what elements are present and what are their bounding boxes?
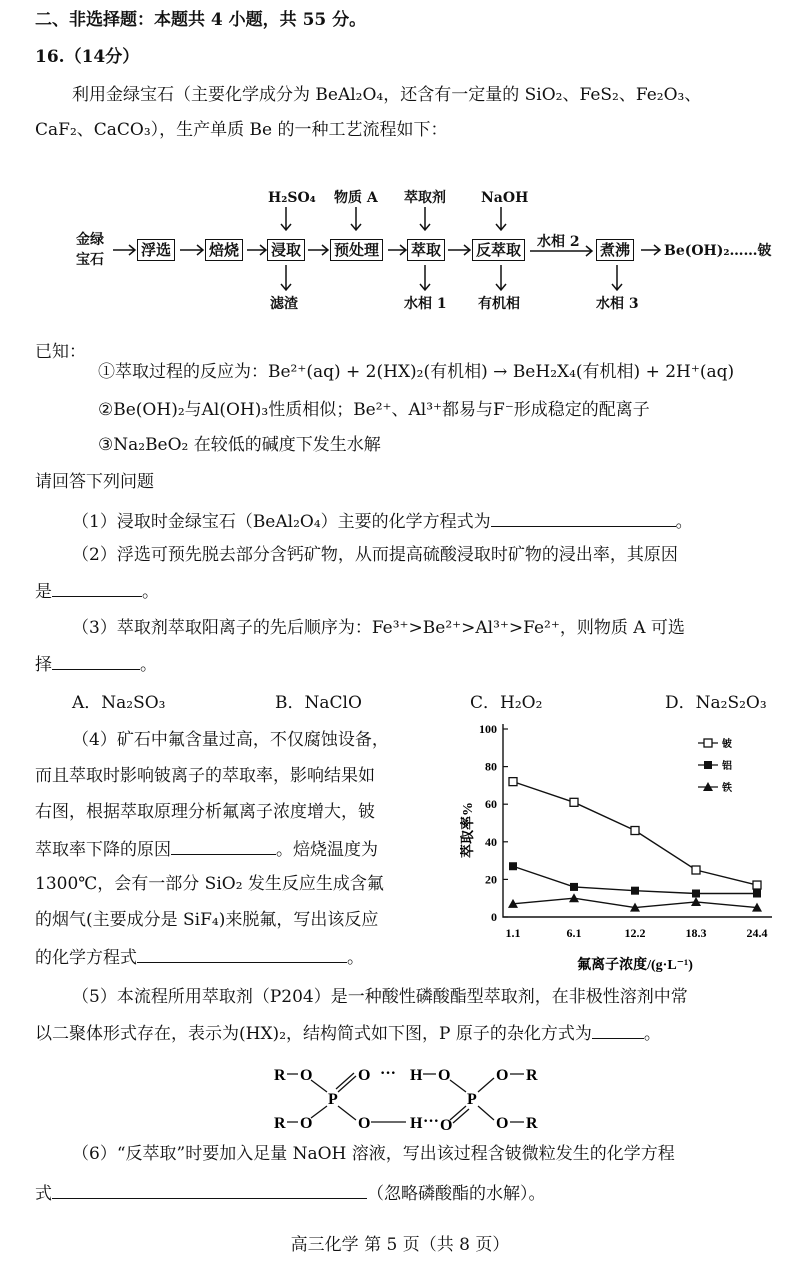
atom-h: H	[410, 1115, 423, 1132]
q5-line-1: （5）本流程所用萃取剂（P204）是一种酸性磷酸酯型萃取剂，在非极性溶剂中常	[72, 987, 688, 1007]
chart-x-label: 氟离子浓度/(g·L⁻¹)	[577, 958, 693, 973]
q1-text: （1）浸取时金绿宝石（BeAl₂O₄）主要的化学方程式为	[72, 512, 491, 532]
q1-end: 。	[675, 512, 693, 532]
hx2-structural-formula	[260, 1050, 560, 1140]
extraction-rate-chart	[460, 715, 790, 975]
x-tick-label: 1.1	[505, 926, 521, 940]
atom-r: R	[274, 1115, 286, 1132]
q4-line-3: 右图，根据萃取原理分析氟离子浓度增大，铍	[35, 802, 375, 822]
flow-output-aqueous-1: 水相 1	[404, 296, 447, 312]
q5-line2-text: 以二聚体形式存在，表示为(HX)₂，结构简式如下图，P 原子的杂化方式为	[35, 1024, 592, 1044]
q4-line4-text: 萃取率下降的原因	[35, 840, 171, 860]
atom-o: O	[300, 1067, 313, 1084]
flow-end-product: Be(OH)₂……铍	[664, 243, 772, 259]
y-tick-label: 60	[485, 797, 497, 812]
q6-end: （忽略磷酸酯的水解）。	[367, 1184, 546, 1204]
q2-line2-text: 是	[35, 582, 52, 602]
q3-answer-blank[interactable]	[52, 651, 140, 670]
q4-line-1: （4）矿石中氟含量过高，不仅腐蚀设备，	[72, 730, 389, 750]
atom-o: O	[496, 1067, 509, 1084]
data-point-1-0	[509, 862, 517, 870]
flow-step-back-extraction: 反萃取	[472, 239, 525, 261]
intro-line-2: CaF₂、CaCO₃），生产单质 Be 的一种工艺流程如下：	[35, 120, 448, 140]
q4-line-7	[35, 944, 364, 970]
x-tick-label: 24.4	[746, 926, 768, 940]
q1-answer-blank[interactable]	[491, 508, 676, 527]
atom-o: O	[438, 1067, 451, 1084]
q2-line-2	[35, 578, 159, 604]
atom-h: H	[410, 1067, 423, 1084]
atom-p: P	[328, 1091, 338, 1108]
flow-input-naoh: NaOH	[481, 190, 529, 206]
y-tick-label: 40	[485, 834, 497, 849]
q4-line-6: 的烟气(主要成分是 SiF₄)来脱氟，写出该反应	[35, 910, 379, 930]
legend-marker	[704, 739, 712, 747]
legend-label: 铍	[722, 739, 732, 750]
x-tick-label: 18.3	[685, 926, 707, 940]
flow-input-substance-a: 物质 A	[334, 190, 378, 206]
flow-step-flotation: 浮选	[137, 239, 175, 261]
q5-answer-blank[interactable]	[592, 1020, 644, 1039]
atom-o: O	[358, 1115, 371, 1132]
q4-line-4	[35, 836, 378, 862]
q3-end: 。	[140, 655, 157, 675]
atom-o: O	[496, 1115, 509, 1132]
x-tick-label: 12.2	[624, 926, 646, 940]
q4-line4-end: 。焙烧温度为	[276, 840, 378, 860]
q2-text: （2）浮选可预先脱去部分含钙矿物，从而提高硫酸浸取时矿物的浸出率，其原因	[72, 545, 678, 565]
flow-label-aqueous-2: 水相 2	[537, 234, 580, 250]
known-item-2: ②Be(OH)₂与Al(OH)₃性质相似；Be²⁺、Al³⁺都易与F⁻形成稳定的配离子	[98, 400, 650, 420]
atom-o: O	[358, 1067, 371, 1084]
legend-label: 铝	[722, 761, 732, 772]
option-b: B．NaClO	[275, 693, 362, 713]
data-point-0-0	[509, 778, 517, 786]
intro-line-1: 利用金绿宝石（主要化学成分为 BeAl₂O₄，还含有一定量的 SiO₂、FeS₂、Fe₂O₃、	[72, 85, 702, 105]
q4-line-2: 而且萃取时影响铍离子的萃取率，影响结果如	[35, 766, 375, 786]
flow-step-boiling: 煮沸	[596, 239, 634, 261]
legend-label: 铁	[722, 783, 732, 794]
flow-step-pretreatment: 预处理	[330, 239, 383, 261]
flow-input-h2so4: H₂SO₄	[268, 190, 316, 206]
flow-step-leaching: 浸取	[267, 239, 305, 261]
flow-output-organic: 有机相	[478, 296, 520, 312]
data-point-1-4	[753, 890, 761, 898]
answer-prompt: 请回答下列问题	[35, 472, 154, 492]
flow-start-line-2: 宝石	[76, 252, 104, 268]
q5-line-2	[35, 1020, 661, 1046]
atom-r: R	[526, 1115, 538, 1132]
q1	[72, 508, 693, 534]
data-point-0-1	[570, 798, 578, 806]
y-tick-label: 20	[485, 872, 497, 887]
q4-equation-blank[interactable]	[137, 944, 347, 963]
q3-line2-text: 择	[35, 655, 52, 675]
flow-step-roasting: 焙烧	[205, 239, 243, 261]
x-tick-label: 6.1	[566, 926, 582, 940]
q3-text: （3）萃取剂萃取阳离子的先后顺序为：Fe³⁺>Be²⁺>Al³⁺>Fe²⁺，则物质 A 可选	[72, 618, 685, 638]
q2-end: 。	[142, 582, 159, 602]
section-title: 二、非选择题：本题共 4 小题，共 55 分。	[35, 10, 367, 30]
data-point-0-3	[692, 866, 700, 874]
known-item-1: ①萃取过程的反应为：Be²⁺(aq) + 2(HX)₂(有机相) → BeH₂X₄(有机相) + 2H⁺(aq)	[98, 362, 735, 382]
legend-marker	[704, 761, 712, 769]
y-tick-label: 100	[479, 722, 497, 736]
question-number: 16.（14分）	[35, 47, 140, 67]
q5-end: 。	[643, 1024, 661, 1044]
atom-o: O	[440, 1117, 453, 1134]
atom-r: R	[274, 1067, 286, 1084]
known-title: 已知：	[35, 342, 86, 362]
q3-line-2	[35, 651, 157, 677]
q4-reason-blank[interactable]	[171, 836, 276, 855]
data-point-1-2	[631, 887, 639, 895]
hydrogen-bond-dots: ···	[380, 1065, 397, 1082]
atom-p: P	[467, 1091, 477, 1108]
q4-line7-end: 。	[347, 948, 364, 968]
chart-y-label: 萃取率%	[461, 802, 476, 858]
option-d: D．Na₂S₂O₃	[665, 693, 767, 713]
flow-arrows	[0, 0, 800, 340]
atom-r: R	[526, 1067, 538, 1084]
q6-line2-text: 式	[35, 1184, 52, 1204]
q6-line-1: （6）“反萃取”时要加入足量 NaOH 溶液，写出该过程含铍微粒发生的化学方程	[72, 1144, 675, 1164]
hydrogen-bond-dots: ···	[423, 1113, 440, 1130]
q4-line-5: 1300℃，会有一部分 SiO₂ 发生反应生成含氟	[35, 874, 384, 894]
data-point-0-2	[631, 827, 639, 835]
q2-answer-blank[interactable]	[52, 578, 142, 597]
bonds	[287, 1073, 524, 1123]
option-c: C．H₂O₂	[470, 693, 543, 713]
data-point-2-3	[691, 897, 701, 906]
flow-step-extraction: 萃取	[407, 239, 445, 261]
atom-o: O	[300, 1115, 313, 1132]
flow-start-line-1: 金绿	[76, 232, 104, 248]
data-point-2-1	[569, 893, 579, 902]
flow-input-extractant: 萃取剂	[404, 190, 446, 206]
data-point-1-3	[692, 890, 700, 898]
data-point-0-4	[753, 881, 761, 889]
q6-answer-blank[interactable]	[52, 1180, 367, 1199]
flow-output-residue: 滤渣	[270, 296, 298, 312]
page-footer: 高三化学 第 5 页（共 8 页）	[290, 1235, 510, 1255]
data-point-1-1	[570, 883, 578, 891]
known-item-3: ③Na₂BeO₂ 在较低的碱度下发生水解	[98, 435, 381, 455]
q4-line7-text: 的化学方程式	[35, 948, 137, 968]
y-tick-label: 80	[485, 759, 497, 774]
flow-output-aqueous-3: 水相 3	[596, 296, 639, 312]
y-tick-label: 0	[491, 910, 497, 924]
option-a: A．Na₂SO₃	[72, 693, 166, 713]
q6-line-2	[35, 1180, 546, 1206]
